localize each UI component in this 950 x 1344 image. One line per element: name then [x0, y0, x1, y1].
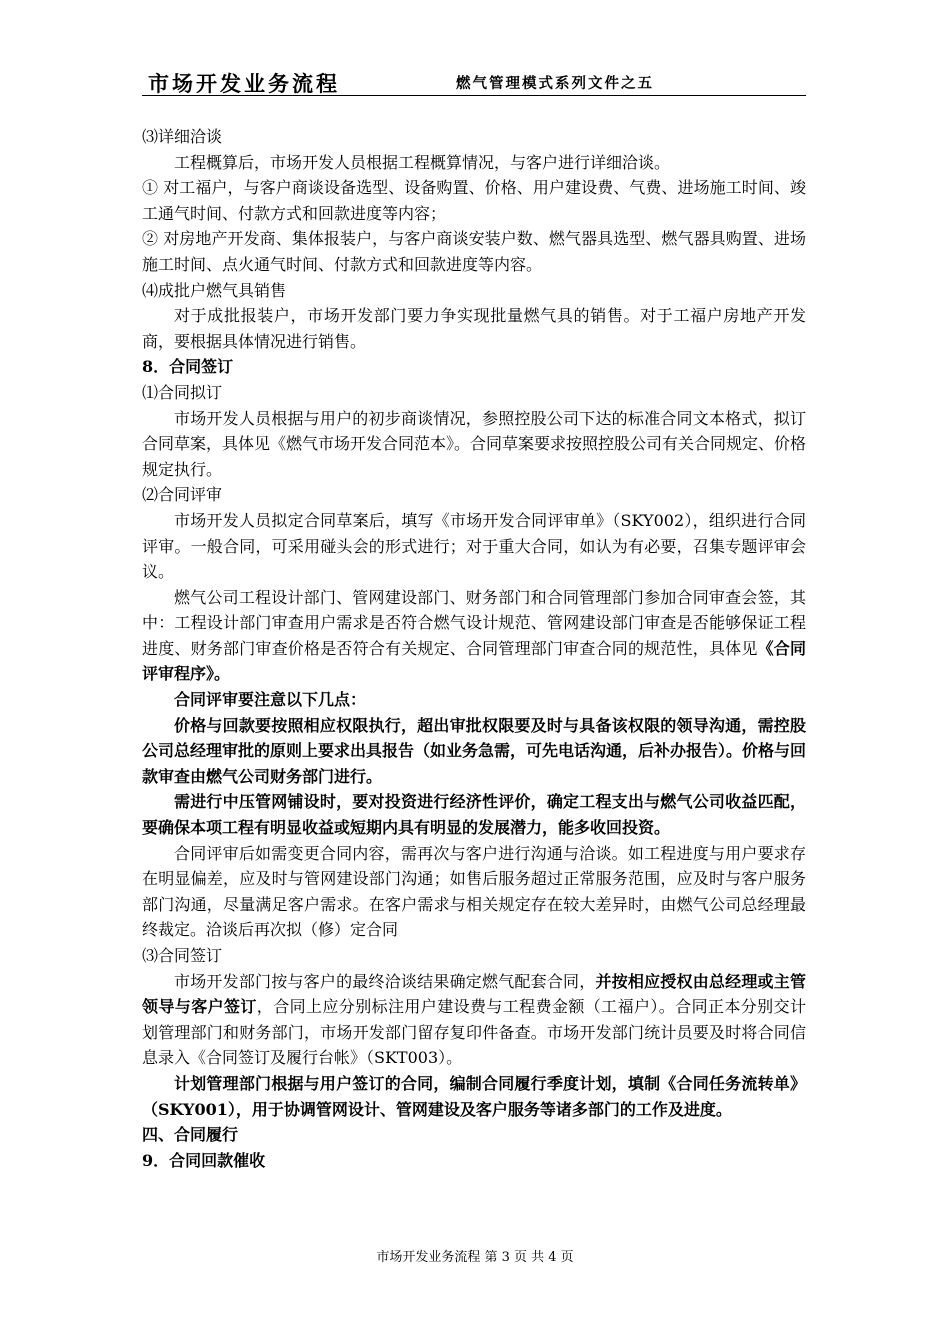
review-procedure-reference: 《合同评审程序》。: [142, 638, 806, 684]
subheading-contract-signing: ⑶合同签订: [142, 946, 223, 965]
header-title: 市场开发业务流程: [148, 71, 340, 96]
page-header: [142, 64, 806, 96]
document-body: [142, 124, 806, 1173]
review-note-pipeline: 需进行中压管网铺设时，要对投资进行经济性评价，确定工程支出与燃气公司收益匹配，要确保本项工程有明显收益或短期内具有明显的发展潜力，能多收回投资。: [142, 792, 806, 838]
paragraph: [142, 585, 806, 687]
subheading-detailed-negotiation: ⑶详细洽谈: [142, 127, 223, 146]
subheading-bulk-sales: ⑷成批户燃气具销售: [142, 280, 287, 300]
paragraph-text: ，合同上应分别标注用户建设费与工程费金额（工福户）。合同正本分别交计划管理部门和财务部门，市场开发部门留存复印件备查。市场开发部门统计员要及时将合同信息录入《合同签订及履行台帐》（SKT003）。: [142, 997, 806, 1068]
paragraph: [142, 969, 806, 1071]
paragraph: 市场开发人员拟定合同草案后，填写《市场开发合同评审单》（SKY002），组织进行合同评审。一般合同，可采用碰头会的形式进行；对于重大合同，如认为有必要，召集专题评审会议。: [142, 510, 806, 582]
paragraph-text: 市场开发部门按与客户的最终洽谈结果确定燃气配套合同，: [174, 971, 596, 991]
subheading-contract-review: ⑵合同评审: [142, 485, 223, 505]
paragraph: 合同评审后如需变更合同内容，需再次与客户进行沟通与洽谈。如工程进度与用户要求存在明显偏差，应及时与管网建设部门沟通；如售后服务超过正常服务范围，应及时与客户服务部门沟通，尽量满足客户需求。在客户需求与相关规定存在较大差异时，由燃气公司总经理最终裁定。洽谈后再次拟（修）定合同: [142, 843, 806, 940]
page-footer: 市场开发业务流程 第 3 页 共 4 页: [376, 1250, 574, 1265]
review-notes-heading: 合同评审要注意以下几点：: [174, 690, 367, 710]
list-item: ② 对房地产开发商、集体报装户，与客户商谈安装户数、燃气器具选型、燃气器具购置、进场施工时间、点火通气时间、付款方式和回款进度等内容。: [142, 229, 806, 274]
header-series-label: 燃气管理模式系列文件之五: [456, 75, 654, 92]
list-item: ① 对工福户，与客户商谈设备选型、设备购置、价格、用户建设费、气费、进场施工时间、竣工通气时间、付款方式和回款进度等内容；: [142, 178, 806, 223]
section-heading-contract-signing: 8．合同签订: [142, 357, 234, 377]
paragraph: 对于成批报装户，市场开发部门要力争实现批量燃气具的销售。对于工福户房地产开发商，要根据具体情况进行销售。: [142, 306, 806, 351]
planning-paragraph: 计划管理部门根据与用户签订的合同，编制合同履行季度计划，填制《合同任务流转单》（SKY001），用于协调管网设计、管网建设及客户服务等诸多部门的工作及进度。: [142, 1073, 806, 1119]
header-divider: [142, 95, 806, 96]
section-heading-contract-execution: 四、合同履行: [142, 1125, 239, 1145]
subheading-contract-drafting: ⑴合同拟订: [142, 382, 223, 402]
review-note-price: 价格与回款要按照相应权限执行，超出审批权限要及时与具备该权限的领导沟通，需控股公司总经理审批的原则上要求出具报告（如业务急需，可先电话沟通，后补办报告）。价格与回款审查由燃气公司财务部门进行。: [142, 715, 807, 786]
paragraph: 市场开发人员根据与用户的初步商谈情况，参照控股公司下达的标准合同文本格式，拟订合同草案，具体见《燃气市场开发合同范本》。合同草案要求按照控股公司有关合同规定、价格规定执行。: [142, 408, 807, 479]
authorization-emphasis: 并按相应授权由总经理或主管领导与客户签订: [142, 971, 806, 1017]
section-heading-payment-collection: 9．合同回款催收: [142, 1150, 266, 1170]
paragraph: 工程概算后，市场开发人员根据工程概算情况，与客户进行详细洽谈。: [174, 152, 671, 172]
paragraph-text: 燃气公司工程设计部门、管网建设部门、财务部门和合同管理部门参加合同审查会签，其中：工程设计部门审查用户需求是否符合燃气设计规范、管网建设部门审查是否能够保证工程进度、财务部门审查价格是否符合有关规定、合同管理部门审查合同的规范性，具体见: [142, 587, 806, 658]
